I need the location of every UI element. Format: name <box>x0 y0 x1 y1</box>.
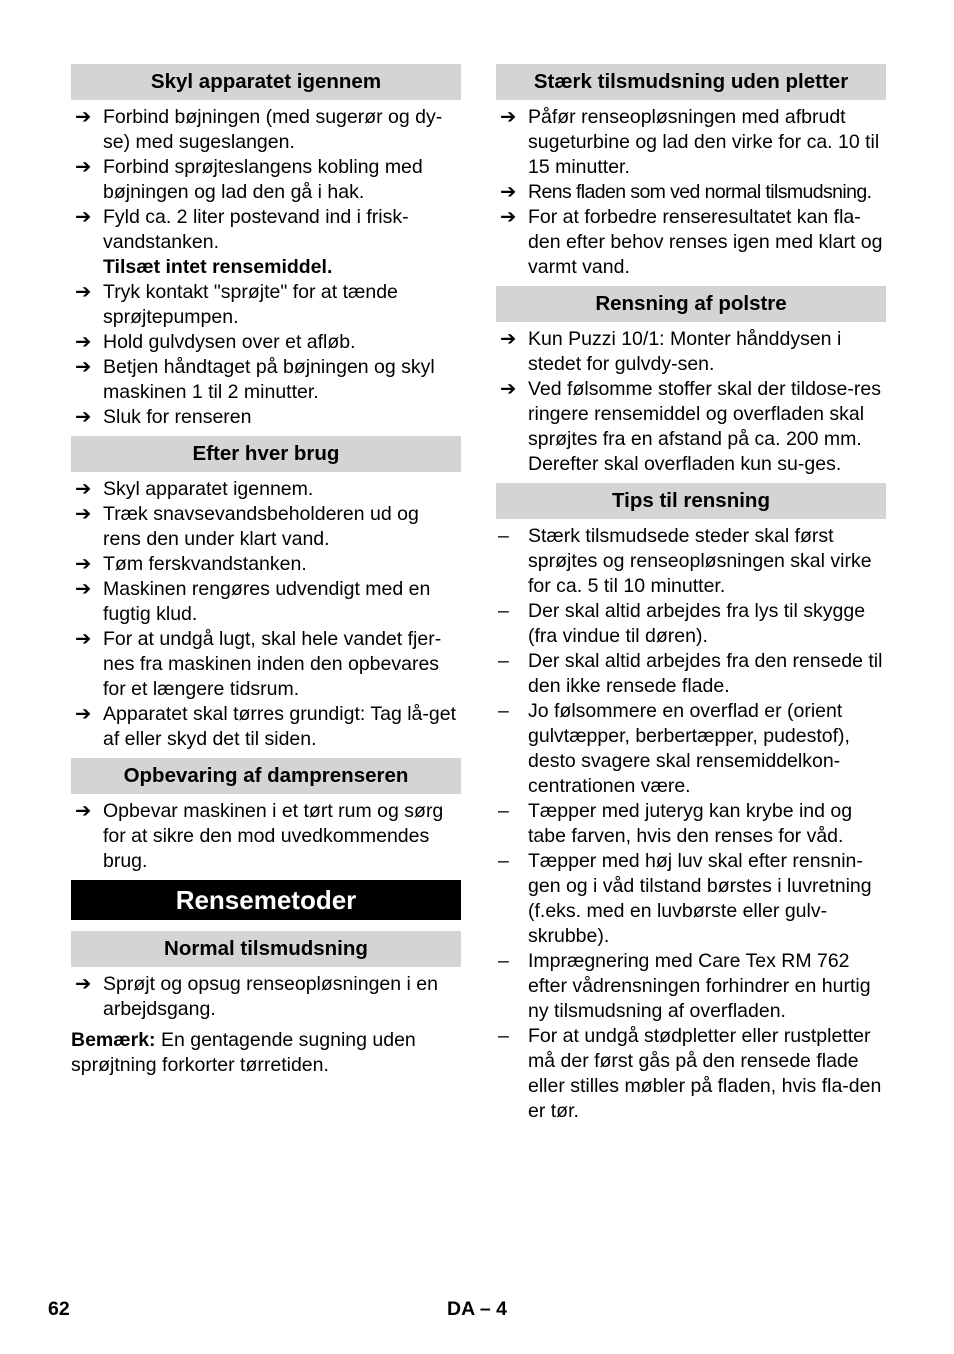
list-item <box>71 702 461 752</box>
item-text: Tøm ferskvandstanken. <box>103 553 307 575</box>
item-text: Maskinen rengøres udvendigt med en fugtig klud. <box>103 578 431 625</box>
arrow-icon: ➔ <box>75 973 92 995</box>
dash-bullet-icon: – <box>498 650 509 672</box>
list-item <box>71 330 461 355</box>
remark-label: Bemærk: <box>71 1029 156 1051</box>
arrow-icon: ➔ <box>75 478 92 500</box>
arrow-icon: ➔ <box>500 206 517 228</box>
arrow-icon: ➔ <box>75 703 92 725</box>
item-text: Sluk for renseren <box>103 406 252 428</box>
section-heading: Efter hver brug <box>71 436 461 472</box>
list-item <box>71 280 461 330</box>
arrow-icon: ➔ <box>75 281 92 303</box>
item-text: Jo følsommere en overflad er (orient gulvtæpper, berbertæpper, pudestof), desto svagere skal rensemiddelkon-centrationen være. <box>528 700 850 797</box>
instruction-list <box>496 105 886 280</box>
item-text: Forbind sprøjteslangens kobling med bøjningen og lad den gå i hak. <box>103 156 423 203</box>
item-text: Forbind bøjningen (med sugerør og dy-se) med sugeslangen. <box>103 106 443 153</box>
section-heading: Stærk tilsmudsning uden pletter <box>496 64 886 100</box>
arrow-icon: ➔ <box>75 553 92 575</box>
instruction-list <box>71 477 461 752</box>
item-text: Tæpper med høj luv skal efter rensnin-gen og i våd tilstand børstes i luvretning (f.eks. med en luvbørste eller gulv-skrubbe). <box>528 850 872 947</box>
remark-text: En gentagende sugning uden sprøjtning forkorter tørretiden. <box>71 1029 416 1076</box>
arrow-icon: ➔ <box>75 156 92 178</box>
list-item <box>496 699 886 799</box>
instruction-list <box>496 327 886 477</box>
list-item <box>71 972 461 1022</box>
list-item <box>71 477 461 502</box>
list-item <box>496 180 886 205</box>
item-text: Rens fladen som ved normal tilsmudsning. <box>528 181 872 203</box>
note-text: Tilsæt intet rensemiddel. <box>103 256 333 278</box>
left-column <box>71 64 461 1078</box>
item-text: Træk snavsevandsbeholderen ud og rens den under klart vand. <box>103 503 419 550</box>
list-item <box>496 105 886 180</box>
list-item <box>71 405 461 430</box>
tips-list <box>496 524 886 1124</box>
item-text: Tæpper med juteryg kan krybe ind og tabe farven, hvis den renses for våd. <box>528 800 853 847</box>
dash-bullet-icon: – <box>498 950 509 972</box>
right-column <box>496 64 886 1130</box>
arrow-icon: ➔ <box>75 331 92 353</box>
list-item <box>71 105 461 155</box>
arrow-icon: ➔ <box>75 503 92 525</box>
arrow-icon: ➔ <box>75 628 92 650</box>
list-item <box>71 577 461 627</box>
section-heading: Rensning af polstre <box>496 286 886 322</box>
list-item <box>496 599 886 649</box>
item-text: For at forbedre renseresultatet kan fla-den efter behov renses igen med klart og varmt vand. <box>528 206 883 278</box>
item-text: Apparatet skal tørres grundigt: Tag lå-get af eller skyd det til siden. <box>103 703 456 750</box>
dash-bullet-icon: – <box>498 800 509 822</box>
item-text: Sprøjt og opsug renseopløsningen i en arbejdsgang. <box>103 973 438 1020</box>
arrow-icon: ➔ <box>75 406 92 428</box>
list-item <box>71 627 461 702</box>
item-text: Betjen håndtaget på bøjningen og skyl maskinen 1 til 2 minutter. <box>103 356 435 403</box>
list-item <box>71 502 461 552</box>
list-item <box>71 155 461 205</box>
instruction-list <box>71 799 461 874</box>
arrow-icon: ➔ <box>500 181 517 203</box>
item-text: Tryk kontakt "sprøjte" for at tænde sprøjtepumpen. <box>103 281 398 328</box>
page-number: 62 <box>48 1298 70 1320</box>
list-item <box>496 1024 886 1124</box>
instruction-list <box>71 105 461 430</box>
item-text: Kun Puzzi 10/1: Monter hånddysen i stedet for gulvdy-sen. <box>528 328 842 375</box>
arrow-icon: ➔ <box>500 106 517 128</box>
arrow-icon: ➔ <box>75 106 92 128</box>
list-item <box>496 377 886 477</box>
list-item <box>496 849 886 949</box>
item-text: Der skal altid arbejdes fra den rensede til den ikke rensede flade. <box>528 650 883 697</box>
item-text: Opbevar maskinen i et tørt rum og sørg for at sikre den mod uvedkommendes brug. <box>103 800 444 872</box>
section-heading: Opbevaring af damprenseren <box>71 758 461 794</box>
remark-paragraph <box>71 1028 461 1078</box>
dash-bullet-icon: – <box>498 1025 509 1047</box>
item-text: For at undgå lugt, skal hele vandet fjer-nes fra maskinen inden den opbevares for et længere tidsrum. <box>103 628 442 700</box>
arrow-icon: ➔ <box>500 328 517 350</box>
list-item <box>496 524 886 599</box>
list-item <box>71 205 461 255</box>
arrow-icon: ➔ <box>500 378 517 400</box>
list-item <box>71 355 461 405</box>
item-text: For at undgå stødpletter eller rustpletter må der først gås på den rensede flade eller stilles møbler på fladen, hvis fla-den er tør. <box>528 1025 882 1122</box>
chapter-title: Rensemetoder <box>71 880 461 920</box>
section-heading: Skyl apparatet igennem <box>71 64 461 100</box>
item-text: Skyl apparatet igennem. <box>103 478 314 500</box>
instruction-list <box>71 972 461 1022</box>
item-text: Fyld ca. 2 liter postevand ind i frisk-vandstanken. <box>103 206 409 253</box>
arrow-icon: ➔ <box>75 206 92 228</box>
list-item <box>496 799 886 849</box>
arrow-icon: ➔ <box>75 356 92 378</box>
section-heading: Normal tilsmudsning <box>71 931 461 967</box>
item-text: Der skal altid arbejdes fra lys til skygge (fra vindue til døren). <box>528 600 866 647</box>
dash-bullet-icon: – <box>498 600 509 622</box>
item-text: Påfør renseopløsningen med afbrudt sugeturbine og lad den virke for ca. 10 til 15 minutter. <box>528 106 880 178</box>
dash-bullet-icon: – <box>498 850 509 872</box>
item-text: Imprægnering med Care Tex RM 762 efter vådrensningen forhindrer en hurtig ny tilsmudsning af overfladen. <box>528 950 871 1022</box>
list-item <box>71 799 461 874</box>
item-text: Stærk tilsmudsede steder skal først sprøjtes og renseopløsningen skal virke for ca. 5 til 10 minutter. <box>528 525 872 597</box>
list-item <box>496 327 886 377</box>
dash-bullet-icon: – <box>498 700 509 722</box>
list-item <box>496 205 886 280</box>
list-item <box>496 649 886 699</box>
dash-bullet-icon: – <box>498 525 509 547</box>
section-heading: Tips til rensning <box>496 483 886 519</box>
warning-note <box>71 255 461 280</box>
item-text: Hold gulvdysen over et afløb. <box>103 331 356 353</box>
arrow-icon: ➔ <box>75 578 92 600</box>
item-text: Ved følsomme stoffer skal der tildose-res ringere rensemiddel og overfladen skal sprøjtes fra en afstand på ca. 200 mm. Derefter skal overfladen kun su-ges. <box>528 378 881 475</box>
arrow-icon: ➔ <box>75 800 92 822</box>
list-item <box>496 949 886 1024</box>
list-item <box>71 552 461 577</box>
section-label: DA – 4 <box>447 1298 507 1320</box>
